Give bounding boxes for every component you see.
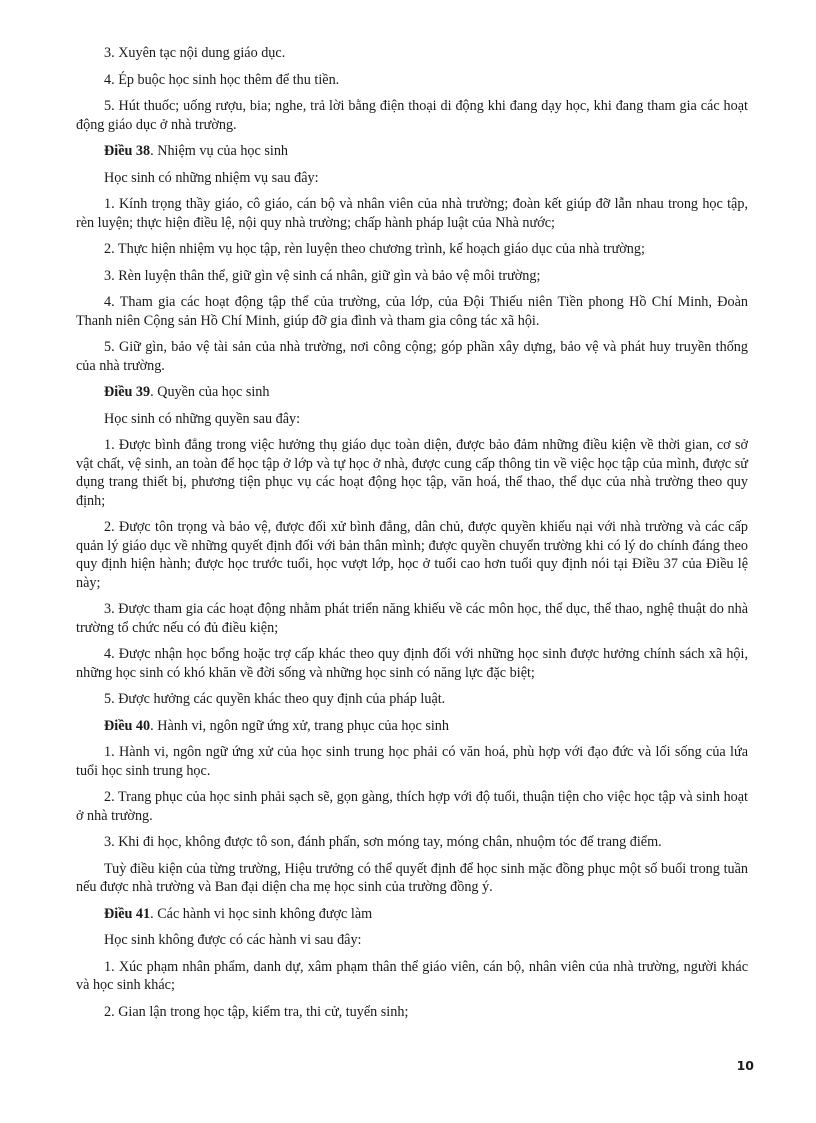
paragraph: 5. Hút thuốc; uống rượu, bia; nghe, trả lời bằng điện thoại di động khi đang dạy học, khi đang tham gia các hoạt động giáo dục ở nhà trường. xyxy=(76,98,748,133)
article-item: 3. Rèn luyện thân thể, giữ gìn vệ sinh cá nhân, giữ gìn và bảo vệ môi trường; xyxy=(104,267,541,284)
article-item: 1. Xúc phạm nhân phẩm, danh dự, xâm phạm thân thể giáo viên, cán bộ, nhân viên của nhà trường, người khác và học sinh khác; xyxy=(76,958,748,993)
article-item: 1. Kính trọng thầy giáo, cô giáo, cán bộ và nhân viên của nhà trường; đoàn kết giúp đỡ lẫn nhau trong học tập, rèn luyện; thực hiện điều lệ, nội quy nhà trường; chấp hành pháp luật của Nhà nước; xyxy=(76,196,748,231)
article-item: 3. Khi đi học, không được tô son, đánh phấn, sơn móng tay, móng chân, nhuộm tóc để trang điểm. xyxy=(104,834,662,850)
article-label: Điều 39 xyxy=(104,384,151,400)
article-item: 4. Tham gia các hoạt động tập thể của trường, của lớp, của Đội Thiếu niên Tiền phong Hồ Chí Minh, Đoàn Thanh niên Cộng sản Hồ Chí Minh, giúp đỡ gia đình và tham gia công tác xã hội. xyxy=(76,294,748,329)
article-item: 1. Được bình đẳng trong việc hưởng thụ giáo dục toàn diện, được bảo đảm những điều kiện về thời gian, cơ sở vật chất, vệ sinh, an toàn để học tập ở lớp và tự học ở nhà, được cung cấp thông tin về việc học tập của mình, được sử dụng trang thiết bị, phương tiện phục vụ các hoạt động học tập, văn hoá, thể thao, thể dục của nhà trường theo quy định; xyxy=(76,437,748,509)
article-label: Điều 38 xyxy=(104,143,151,159)
article-title: . Nhiệm vụ của học sinh xyxy=(150,143,289,159)
article-item: 5. Giữ gìn, bảo vệ tài sản của nhà trường, nơi công cộng; góp phần xây dựng, bảo vệ và phát huy truyền thống của nhà trường. xyxy=(76,339,748,374)
article-39-heading xyxy=(76,383,748,402)
article-item: 2. Gian lận trong học tập, kiểm tra, thi cử, tuyển sinh; xyxy=(104,1003,409,1020)
article-title: . Quyền của học sinh xyxy=(150,384,270,400)
paragraph: 4. Ép buộc học sinh học thêm để thu tiền. xyxy=(104,71,340,88)
article-item: Tuỳ điều kiện của từng trường, Hiệu trưởng có thể quyết định để học sinh mặc đồng phục một số buổi trong tuần nếu được nhà trường và Ban đại diện cha mẹ học sinh của trường đồng ý. xyxy=(76,860,748,895)
article-item: 1. Hành vi, ngôn ngữ ứng xử của học sinh trung học phải có văn hoá, phù hợp với đạo đức và lối sống của lứa tuổi học sinh trung học. xyxy=(76,744,748,779)
article-label: Điều 41 xyxy=(104,905,151,922)
page-content xyxy=(76,44,748,1029)
page-number: 10 xyxy=(736,1058,754,1073)
article-title: . Hành vi, ngôn ngữ ứng xử, trang phục của học sinh xyxy=(150,717,449,734)
article-intro: Học sinh có những nhiệm vụ sau đây: xyxy=(104,169,319,186)
article-40-heading xyxy=(76,717,748,736)
article-38-heading xyxy=(76,142,748,161)
article-item: 5. Được hưởng các quyền khác theo quy định của pháp luật. xyxy=(104,691,446,707)
article-41-heading xyxy=(76,905,748,924)
article-item: 2. Thực hiện nhiệm vụ học tập, rèn luyện theo chương trình, kế hoạch giáo dục của nhà trường; xyxy=(104,241,645,257)
article-label: Điều 40 xyxy=(104,717,151,734)
article-intro: Học sinh có những quyền sau đây: xyxy=(104,410,301,427)
article-item: 2. Được tôn trọng và bảo vệ, được đối xử bình đẳng, dân chủ, được quyền khiếu nại với nhà trường và các cấp quản lý giáo dục về những quyết định đối với bản thân mình; được quyền chuyển trường khi có lý do chính đáng theo quy định hiện hành; được học trước tuổi, học vượt lớp, học ở tuổi cao hơn tuổi quy định nói tại Điều 37 của Điều lệ này; xyxy=(76,519,748,591)
article-intro: Học sinh không được có các hành vi sau đây: xyxy=(104,932,362,948)
article-item: 2. Trang phục của học sinh phải sạch sẽ, gọn gàng, thích hợp với độ tuổi, thuận tiện cho việc học tập và sinh hoạt ở nhà trường. xyxy=(76,789,748,824)
article-item: 3. Được tham gia các hoạt động nhằm phát triển năng khiếu về các môn học, thể dục, thể thao, nghệ thuật do nhà trường tổ chức nếu có đủ điều kiện; xyxy=(76,601,748,636)
article-title: . Các hành vi học sinh không được làm xyxy=(150,905,373,922)
paragraph: 3. Xuyên tạc nội dung giáo dục. xyxy=(104,45,286,61)
article-item: 4. Được nhận học bổng hoặc trợ cấp khác theo quy định đối với những học sinh được hưởng chính sách xã hội, những học sinh có khó khăn về đời sống và những học sinh có năng lực đặc biệt; xyxy=(76,646,748,681)
